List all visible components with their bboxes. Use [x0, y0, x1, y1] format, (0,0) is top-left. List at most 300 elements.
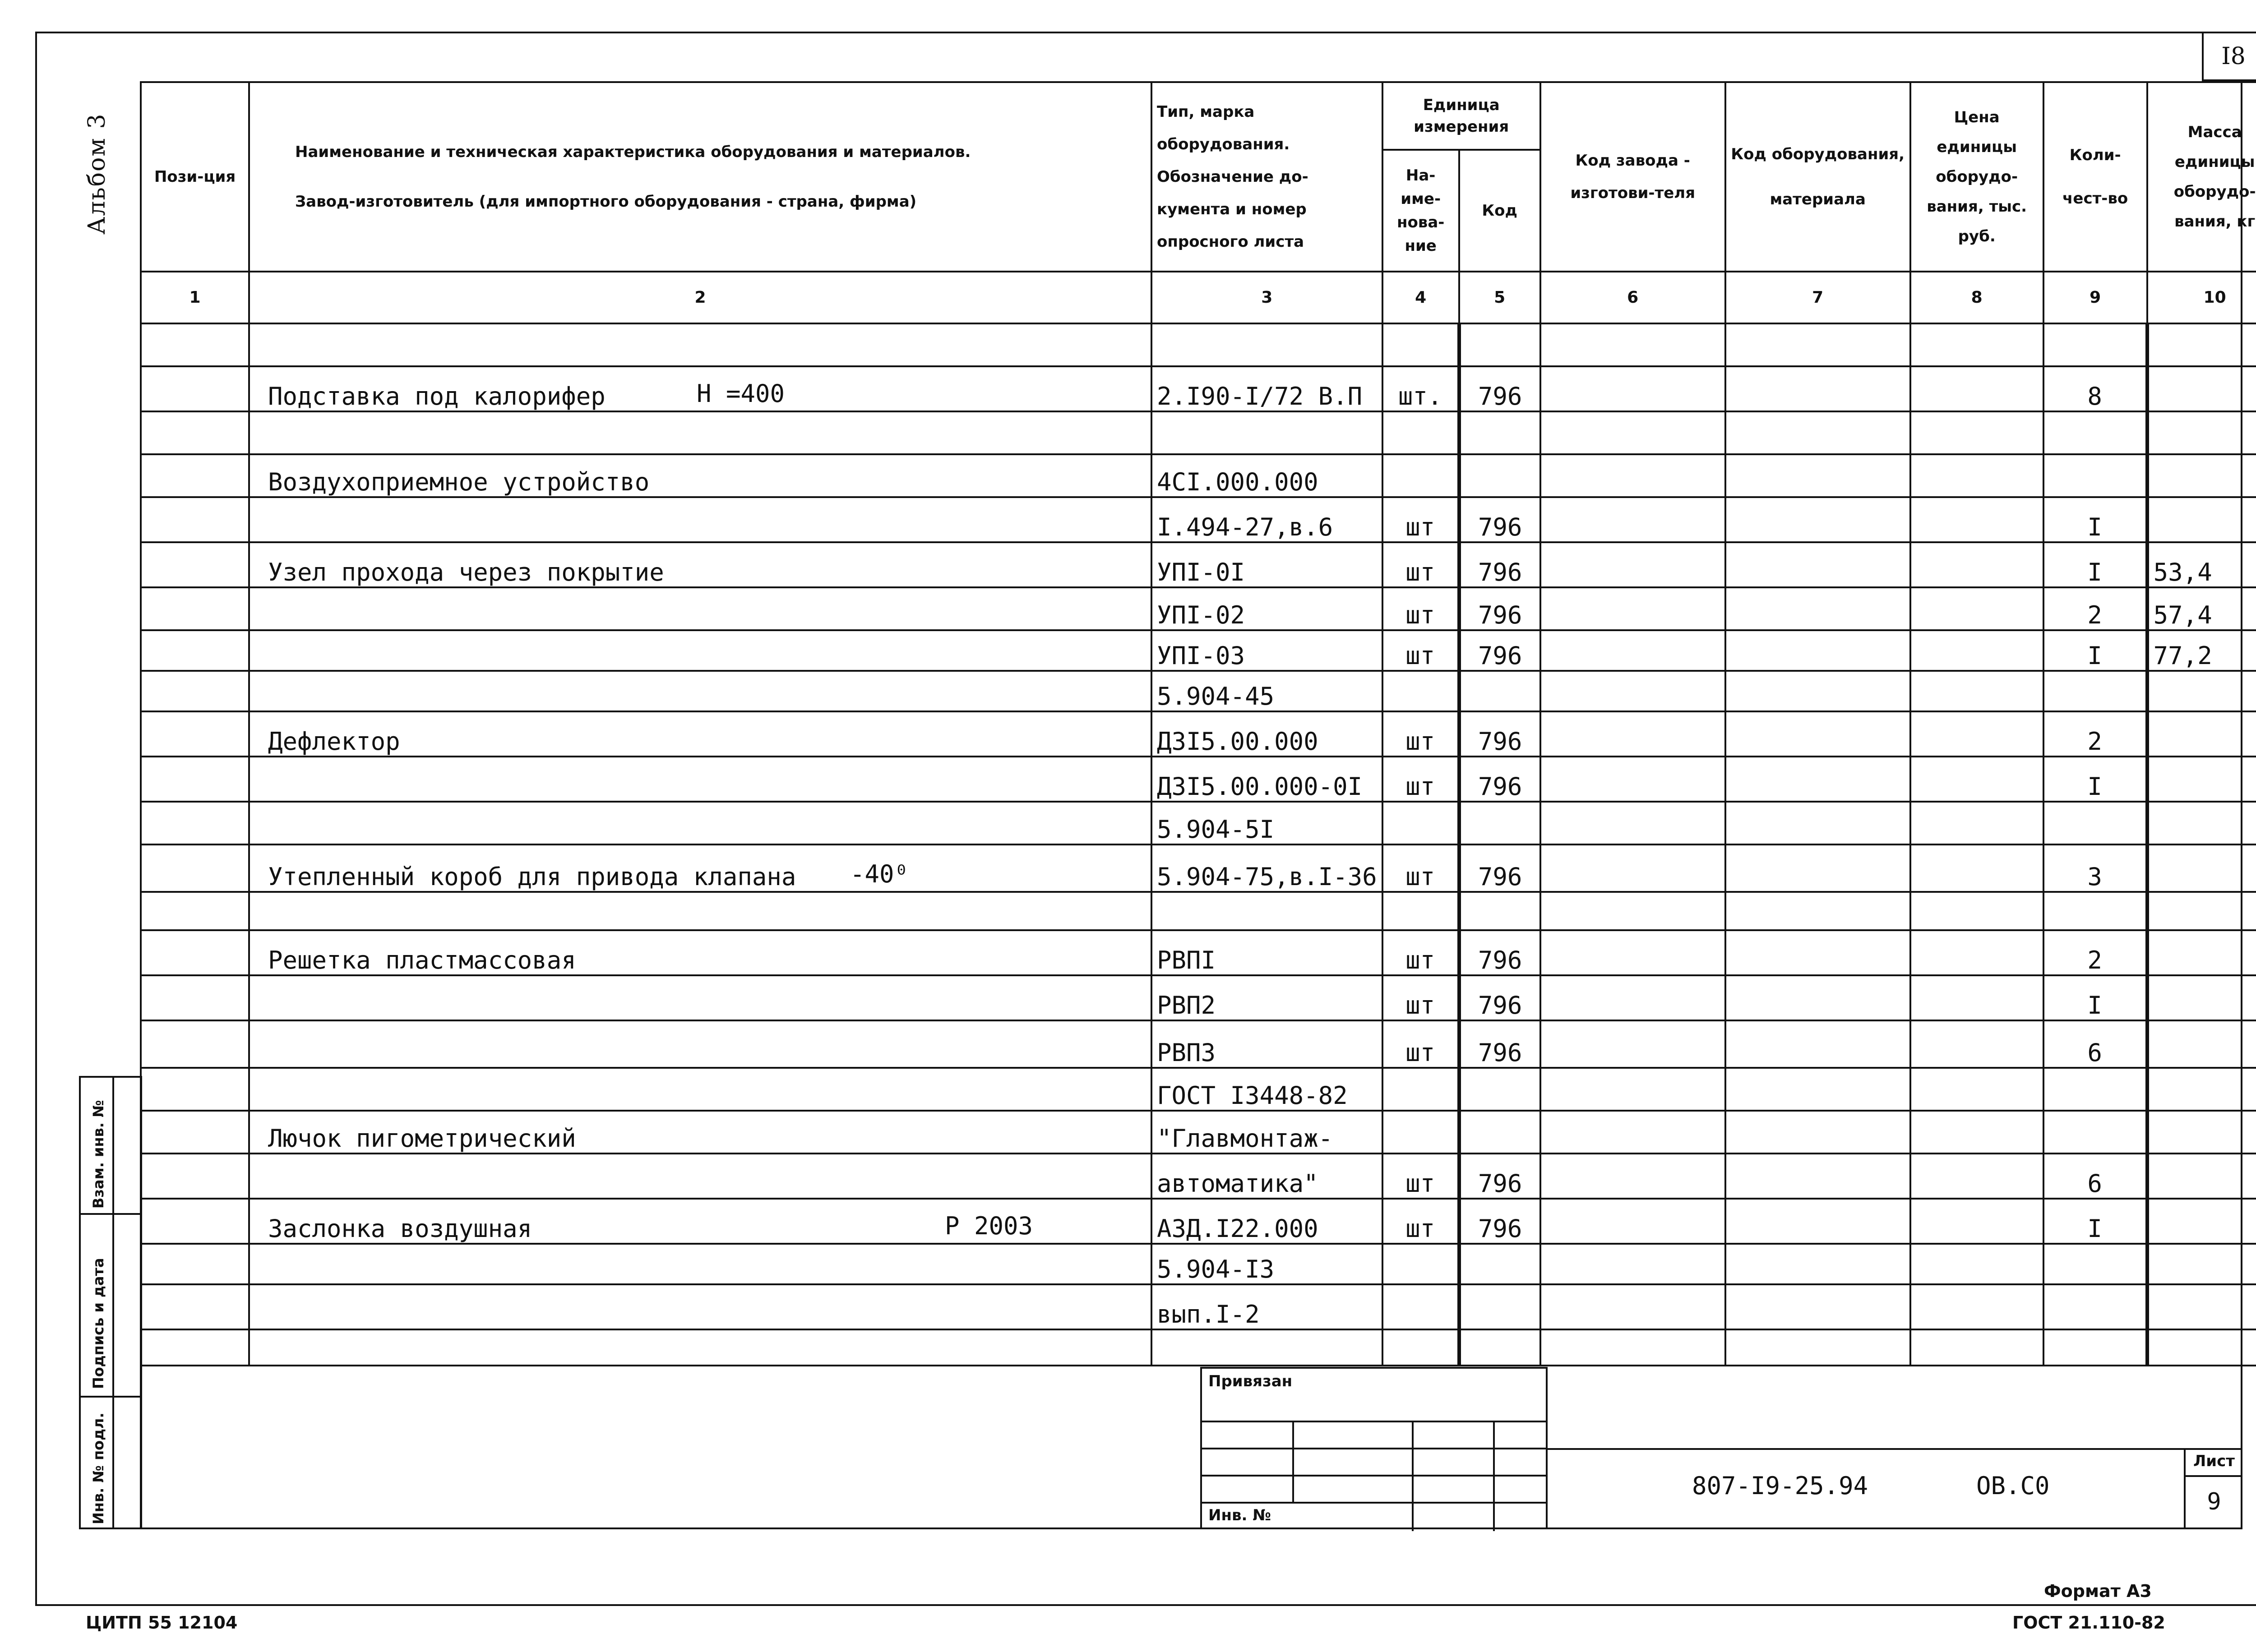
header-mass: Масса единицы оборудо-вания, кг: [2147, 82, 2256, 272]
cell-equipment-code: [1725, 892, 1910, 930]
cell-plant-code: [1540, 1020, 1725, 1068]
cell-quantity: 3: [2043, 844, 2147, 892]
cell-equipment-code: [1725, 757, 1910, 802]
cell-position: [141, 1111, 249, 1154]
cell-quantity: I: [2043, 630, 2147, 671]
sheet-value: 9: [2207, 1488, 2221, 1515]
cell-quantity: I: [2043, 542, 2147, 587]
cell-price: [1910, 411, 2043, 454]
item-name: Дефлектор: [268, 727, 400, 756]
cell-plant-code: [1540, 323, 1725, 366]
cell-price: [1910, 323, 2043, 366]
cell-type: 5.904-5I: [1151, 802, 1382, 844]
cell-name: [249, 497, 1151, 542]
cell-code: 796: [1459, 1199, 1540, 1244]
cell-unit: шт: [1382, 930, 1459, 975]
cell-unit: шт: [1382, 844, 1459, 892]
footer-format: Формат А3: [2044, 1581, 2152, 1601]
table-row: [141, 323, 2256, 366]
stamp-vzam: Взам. инв. №: [90, 1100, 107, 1209]
cell-name: [249, 1244, 1151, 1284]
header-name: [249, 82, 1151, 272]
col-number-8: 8: [1910, 272, 2043, 323]
cell-unit: [1382, 411, 1459, 454]
cell-mass: [2147, 411, 2256, 454]
cell-code: [1459, 411, 1540, 454]
cell-equipment-code: [1725, 975, 1910, 1020]
cell-code: 796: [1459, 630, 1540, 671]
cell-code: [1459, 454, 1540, 497]
table-row: [141, 366, 2256, 411]
cell-price: [1910, 497, 2043, 542]
col-number-3: 3: [1151, 272, 1382, 323]
cell-quantity: [2043, 671, 2147, 711]
cell-quantity: [2043, 1111, 2147, 1154]
cell-equipment-code: [1725, 1020, 1910, 1068]
footer-gost: ГОСТ 21.110-82: [2012, 1613, 2165, 1633]
cell-quantity: 6: [2043, 1020, 2147, 1068]
cell-unit: [1382, 802, 1459, 844]
cell-quantity: [2043, 892, 2147, 930]
cell-quantity: 2: [2043, 711, 2147, 757]
cell-quantity: [2043, 1329, 2147, 1366]
cell-equipment-code: [1725, 711, 1910, 757]
cell-plant-code: [1540, 1068, 1725, 1111]
sheet-label: Лист: [2186, 1448, 2242, 1477]
cell-price: [1910, 671, 2043, 711]
table-row: [141, 1154, 2256, 1199]
cell-quantity: 8: [2043, 366, 2147, 411]
cell-position: [141, 1329, 249, 1366]
cell-mass: [2147, 1154, 2256, 1199]
set-code: ОВ.С0: [1976, 1472, 2050, 1500]
col-number-6: 6: [1540, 272, 1725, 323]
cell-mass: [2147, 1284, 2256, 1329]
table-row: [141, 892, 2256, 930]
cell-unit: шт: [1382, 975, 1459, 1020]
cell-name: [249, 366, 1151, 411]
cell-name: [249, 454, 1151, 497]
cell-code: 796: [1459, 366, 1540, 411]
cell-code: 796: [1459, 497, 1540, 542]
cell-plant-code: [1540, 1199, 1725, 1244]
cell-type: [1151, 892, 1382, 930]
cell-equipment-code: [1725, 844, 1910, 892]
item-name: Решетка пластмассовая: [268, 946, 576, 974]
cell-price: [1910, 1199, 2043, 1244]
cell-plant-code: [1540, 757, 1725, 802]
cell-price: [1910, 1020, 2043, 1068]
cell-type: "Главмонтаж-: [1151, 1111, 1382, 1154]
cell-position: [141, 711, 249, 757]
cell-name: [249, 671, 1151, 711]
cell-quantity: 2: [2043, 587, 2147, 630]
binding-title: Привязан: [1208, 1372, 1293, 1390]
table-row: [141, 1199, 2256, 1244]
cell-position: [141, 892, 249, 930]
col-number-7: 7: [1725, 272, 1910, 323]
cell-type: РВП2: [1151, 975, 1382, 1020]
cell-equipment-code: [1725, 587, 1910, 630]
stamp-inv: Инв. № подл.: [90, 1412, 107, 1524]
cell-unit: шт.: [1382, 366, 1459, 411]
cell-unit: шт: [1382, 757, 1459, 802]
cell-plant-code: [1540, 802, 1725, 844]
cell-unit: [1382, 1111, 1459, 1154]
cell-price: [1910, 1284, 2043, 1329]
cell-type: автоматика": [1151, 1154, 1382, 1199]
cell-plant-code: [1540, 497, 1725, 542]
cell-equipment-code: [1725, 630, 1910, 671]
cell-quantity: 2: [2043, 930, 2147, 975]
header-unit-group: Единица измерения: [1382, 82, 1540, 150]
cell-name: [249, 587, 1151, 630]
cell-type: 2.I90-I/72 В.П: [1151, 366, 1382, 411]
cell-mass: [2147, 1329, 2256, 1366]
cell-plant-code: [1540, 587, 1725, 630]
col-number-5: 5: [1459, 272, 1540, 323]
table-row: [141, 711, 2256, 757]
cell-name: [249, 711, 1151, 757]
item-parameter: Р 2003: [945, 1212, 1033, 1240]
cell-code: 796: [1459, 930, 1540, 975]
cell-equipment-code: [1725, 1154, 1910, 1199]
cell-equipment-code: [1725, 1244, 1910, 1284]
cell-quantity: I: [2043, 757, 2147, 802]
header-name-line2: Завод-изготовитель (для импортного оборудования - страна, фирма): [295, 193, 917, 211]
cell-type: УПI-0I: [1151, 542, 1382, 587]
cell-type: 5.904-I3: [1151, 1244, 1382, 1284]
title-block: [1548, 1448, 2242, 1529]
table-row: [141, 1244, 2256, 1284]
album-label: Альбом 3: [83, 113, 111, 235]
col-number-1: 1: [141, 272, 249, 323]
cell-unit: шт: [1382, 1199, 1459, 1244]
cell-code: [1459, 1068, 1540, 1111]
table-row: [141, 844, 2256, 892]
header-price: Цена единицы оборудо-вания, тыс. руб.: [1910, 82, 2043, 272]
cell-code: [1459, 802, 1540, 844]
cell-plant-code: [1540, 844, 1725, 892]
cell-position: [141, 757, 249, 802]
cell-plant-code: [1540, 454, 1725, 497]
cell-position: [141, 1284, 249, 1329]
cell-type: 5.904-75,в.I-36: [1151, 844, 1382, 892]
cell-equipment-code: [1725, 1068, 1910, 1111]
table-row: [141, 1329, 2256, 1366]
cell-equipment-code: [1725, 802, 1910, 844]
header-unit-name: На-име-нова-ние: [1382, 150, 1459, 272]
cell-mass: [2147, 323, 2256, 366]
table-row: [141, 454, 2256, 497]
cell-position: [141, 411, 249, 454]
cell-equipment-code: [1725, 366, 1910, 411]
cell-name: [249, 1284, 1151, 1329]
cell-mass: [2147, 1020, 2256, 1068]
cell-name: [249, 757, 1151, 802]
cell-plant-code: [1540, 930, 1725, 975]
cell-type: Д3I5.00.000: [1151, 711, 1382, 757]
table-row: [141, 1111, 2256, 1154]
cell-mass: 53,4: [2147, 542, 2256, 587]
table-row: [141, 930, 2256, 975]
cell-equipment-code: [1725, 323, 1910, 366]
cell-quantity: [2043, 1284, 2147, 1329]
header-type: Тип, марка оборудования. Обозначение до-кумента и номер опросного листа: [1151, 82, 1382, 272]
cell-code: [1459, 1244, 1540, 1284]
cell-unit: шт: [1382, 587, 1459, 630]
cell-unit: шт: [1382, 1020, 1459, 1068]
cell-mass: [2147, 892, 2256, 930]
cell-name: [249, 1199, 1151, 1244]
cell-position: [141, 1020, 249, 1068]
cell-position: [141, 366, 249, 411]
cell-name: [249, 1020, 1151, 1068]
cell-position: [141, 975, 249, 1020]
cell-code: 796: [1459, 587, 1540, 630]
table-row: [141, 630, 2256, 671]
cell-price: [1910, 930, 2043, 975]
cell-mass: [2147, 844, 2256, 892]
table-row: [141, 671, 2256, 711]
item-parameter: -40⁰: [850, 860, 909, 888]
cell-code: [1459, 1284, 1540, 1329]
cell-plant-code: [1540, 892, 1725, 930]
item-name: Утепленный короб для привода клапана: [268, 863, 796, 891]
cell-position: [141, 542, 249, 587]
cell-equipment-code: [1725, 542, 1910, 587]
cell-plant-code: [1540, 1329, 1725, 1366]
sheet-number: I8: [2202, 32, 2256, 81]
cell-plant-code: [1540, 975, 1725, 1020]
cell-plant-code: [1540, 1111, 1725, 1154]
cell-unit: [1382, 1068, 1459, 1111]
cell-type: РВП3: [1151, 1020, 1382, 1068]
header-position: Пози-ция: [141, 82, 249, 272]
cell-name: [249, 892, 1151, 930]
cell-plant-code: [1540, 711, 1725, 757]
cell-position: [141, 930, 249, 975]
cell-equipment-code: [1725, 497, 1910, 542]
cell-code: [1459, 323, 1540, 366]
cell-price: [1910, 711, 2043, 757]
cell-quantity: 6: [2043, 1154, 2147, 1199]
cell-name: [249, 630, 1151, 671]
cell-price: [1910, 975, 2043, 1020]
table-row: [141, 1068, 2256, 1111]
cell-plant-code: [1540, 366, 1725, 411]
cell-quantity: I: [2043, 1199, 2147, 1244]
cell-code: 796: [1459, 711, 1540, 757]
cell-mass: 77,2: [2147, 630, 2256, 671]
cell-type: 5.904-45: [1151, 671, 1382, 711]
cell-name: [249, 323, 1151, 366]
cell-price: [1910, 844, 2043, 892]
table-row: [141, 587, 2256, 630]
cell-equipment-code: [1725, 454, 1910, 497]
cell-name: [249, 542, 1151, 587]
cell-type: 4СI.000.000: [1151, 454, 1382, 497]
cell-type: УПI-03: [1151, 630, 1382, 671]
cell-mass: [2147, 802, 2256, 844]
cell-position: [141, 1244, 249, 1284]
cell-unit: [1382, 323, 1459, 366]
cell-type: [1151, 411, 1382, 454]
cell-code: [1459, 1111, 1540, 1154]
header-plant-code: Код завода - изготови-теля: [1540, 82, 1725, 272]
cell-name: [249, 802, 1151, 844]
cell-price: [1910, 802, 2043, 844]
cell-unit: шт: [1382, 542, 1459, 587]
cell-equipment-code: [1725, 411, 1910, 454]
cell-plant-code: [1540, 630, 1725, 671]
cell-position: [141, 1154, 249, 1199]
cell-quantity: [2043, 323, 2147, 366]
cell-price: [1910, 542, 2043, 587]
item-name: Узел прохода через покрытие: [268, 558, 664, 586]
cell-code: [1459, 1329, 1540, 1366]
header-quantity: Коли-чест-во: [2043, 82, 2147, 272]
cell-name: [249, 411, 1151, 454]
cell-code: 796: [1459, 975, 1540, 1020]
cell-quantity: [2043, 802, 2147, 844]
cell-type: [1151, 1329, 1382, 1366]
cell-type: УПI-02: [1151, 587, 1382, 630]
item-name: Заслонка воздушная: [268, 1214, 532, 1243]
cell-unit: шт: [1382, 711, 1459, 757]
col-number-4: 4: [1382, 272, 1459, 323]
table-row: [141, 975, 2256, 1020]
cell-quantity: I: [2043, 975, 2147, 1020]
cell-code: [1459, 671, 1540, 711]
cell-price: [1910, 1154, 2043, 1199]
cell-type: РВПI: [1151, 930, 1382, 975]
sheet-box: [2184, 1448, 2242, 1529]
cell-mass: 57,4: [2147, 587, 2256, 630]
cell-unit: [1382, 1244, 1459, 1284]
cell-unit: [1382, 454, 1459, 497]
binding-inv: Инв. №: [1208, 1506, 1271, 1524]
cell-mass: [2147, 454, 2256, 497]
cell-equipment-code: [1725, 1329, 1910, 1366]
cell-plant-code: [1540, 671, 1725, 711]
cell-position: [141, 323, 249, 366]
cell-code: 796: [1459, 542, 1540, 587]
cell-mass: [2147, 757, 2256, 802]
item-name: Подставка под калорифер: [268, 382, 606, 411]
cell-type: I.494-27,в.6: [1151, 497, 1382, 542]
table-row: [141, 542, 2256, 587]
cell-position: [141, 671, 249, 711]
cell-code: 796: [1459, 757, 1540, 802]
cell-type: Д3I5.00.000-0I: [1151, 757, 1382, 802]
cell-equipment-code: [1725, 1111, 1910, 1154]
table-row: [141, 1284, 2256, 1329]
cell-quantity: [2043, 1244, 2147, 1284]
cell-unit: [1382, 892, 1459, 930]
cell-unit: шт: [1382, 1154, 1459, 1199]
cell-position: [141, 497, 249, 542]
cell-position: [141, 844, 249, 892]
cell-unit: [1382, 1284, 1459, 1329]
cell-mass: [2147, 930, 2256, 975]
cell-type: вып.I-2: [1151, 1284, 1382, 1329]
cell-name: [249, 975, 1151, 1020]
cell-position: [141, 454, 249, 497]
cell-name: [249, 844, 1151, 892]
table-row: [141, 802, 2256, 844]
cell-equipment-code: [1725, 671, 1910, 711]
item-name: Воздухоприемное устройство: [268, 468, 650, 496]
item-parameter: H =400: [697, 379, 785, 408]
side-stamp: [79, 1076, 142, 1529]
cell-mass: [2147, 671, 2256, 711]
table-row: [141, 497, 2256, 542]
cell-unit: [1382, 1329, 1459, 1366]
cell-name: [249, 1068, 1151, 1111]
cell-name: [249, 1111, 1151, 1154]
cell-equipment-code: [1725, 1284, 1910, 1329]
cell-equipment-code: [1725, 1199, 1910, 1244]
cell-price: [1910, 757, 2043, 802]
cell-code: [1459, 892, 1540, 930]
cell-type: ГОСТ I3448-82: [1151, 1068, 1382, 1111]
col-number-9: 9: [2043, 272, 2147, 323]
table-row: [141, 411, 2256, 454]
cell-type: [1151, 323, 1382, 366]
table-row: [141, 1020, 2256, 1068]
cell-quantity: [2043, 454, 2147, 497]
cell-mass: [2147, 1111, 2256, 1154]
cell-equipment-code: [1725, 930, 1910, 975]
cell-price: [1910, 1068, 2043, 1111]
cell-position: [141, 1199, 249, 1244]
cell-code: 796: [1459, 844, 1540, 892]
cell-price: [1910, 1329, 2043, 1366]
cell-plant-code: [1540, 542, 1725, 587]
cell-plant-code: [1540, 1154, 1725, 1199]
cell-name: [249, 1329, 1151, 1366]
cell-unit: шт: [1382, 630, 1459, 671]
cell-position: [141, 802, 249, 844]
item-name: Лючок пигометрический: [268, 1124, 576, 1153]
cell-price: [1910, 1244, 2043, 1284]
col-number-2: 2: [249, 272, 1151, 323]
cell-unit: [1382, 671, 1459, 711]
cell-mass: [2147, 1244, 2256, 1284]
cell-price: [1910, 587, 2043, 630]
cell-mass: [2147, 366, 2256, 411]
table-row: [141, 757, 2256, 802]
cell-unit: шт: [1382, 497, 1459, 542]
doc-code: 807-I9-25.94: [1692, 1472, 1868, 1500]
cell-mass: [2147, 711, 2256, 757]
cell-quantity: I: [2043, 497, 2147, 542]
cell-code: 796: [1459, 1020, 1540, 1068]
stamp-podpis: Подпись и дата: [90, 1258, 107, 1389]
cell-mass: [2147, 1068, 2256, 1111]
cell-quantity: [2043, 1068, 2147, 1111]
header-equipment-code: Код оборудования, материала: [1725, 82, 1910, 272]
cell-mass: [2147, 1199, 2256, 1244]
cell-price: [1910, 892, 2043, 930]
cell-position: [141, 630, 249, 671]
cell-code: 796: [1459, 1154, 1540, 1199]
cell-plant-code: [1540, 411, 1725, 454]
cell-price: [1910, 630, 2043, 671]
header-unit-code: Код: [1459, 150, 1540, 272]
cell-price: [1910, 454, 2043, 497]
